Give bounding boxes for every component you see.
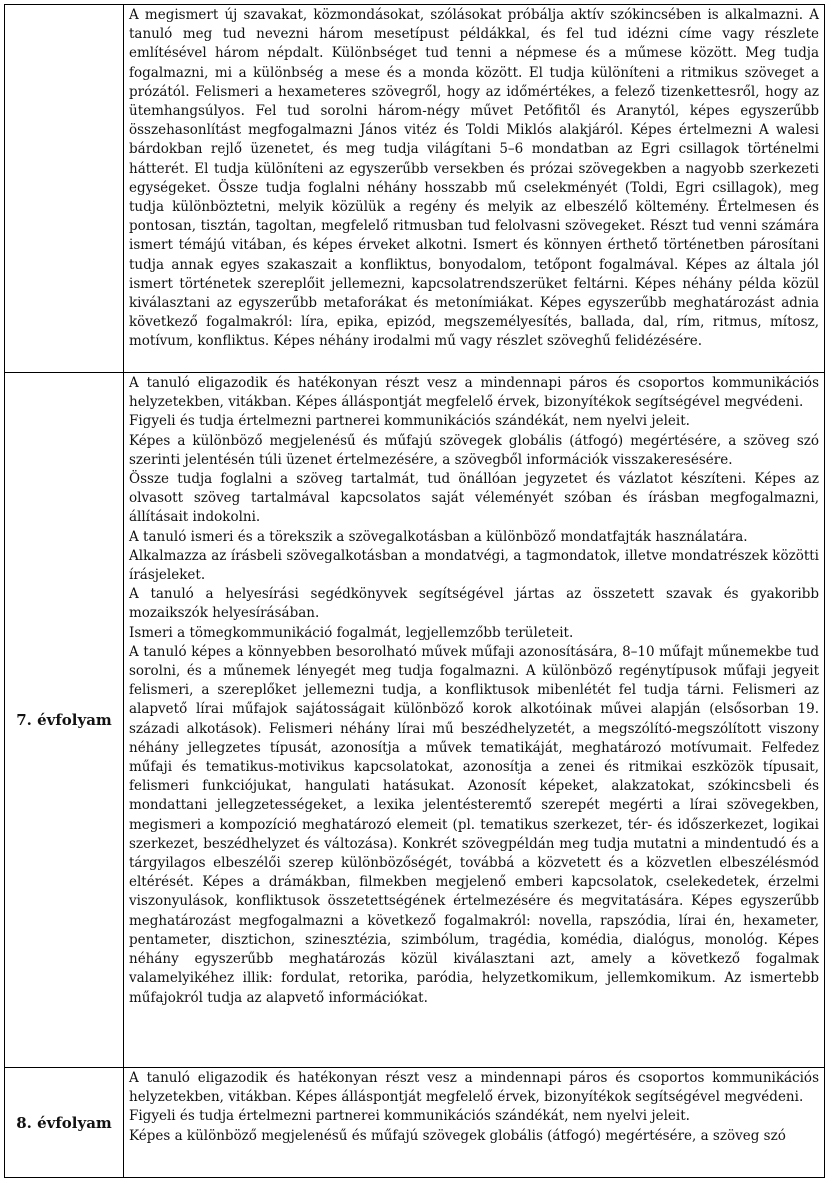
requirements-paragraph: A tanuló a helyesírási segédkönyvek segítségével jártas az összetett szavak és gyakoribb mozaikszók helyesírásában.	[129, 586, 819, 622]
requirements-paragraph: Alkalmazza az írásbeli szövegalkotásban a mondatvégi, a tagmondatok, illetve mondatrészek közötti írásjeleket.	[129, 547, 819, 584]
requirements-paragraph: A tanuló képes a könnyebben besorolható művek műfaji azonosítására, 8–10 műfajt műnemekbe tud sorolni, és a műnemek lényegét meg tudja fogalmazni. A különböző regénytípusok műfaji jegyeit felismeri, a szereplőket jellemezni tudja, a konfliktusok mibenlétét fel tudja tárni. Felismeri az alapvető lírai műfajok sajátosságait különböző korok alkotóinak művei alapján (elsősorban 19. századi alkotások). Felismeri néhány lírai mű beszédhelyzetét, a megszólító-megszólított viszony néhány jellegzetes típusát, azonosítja a művek tematikáját, meghatározó motívumait. Felfedez műfaji és tematikus-motivikus kapcsolatokat, azonosítja a zenei és ritmikai eszközök típusait, felismeri funkciójukat, hangulati hatásukat. Azonosít képeket, alakzatokat, szókincsbeli és mondattani jellegzetességeket, a lexika jelentésteremtő szerepét megérti a lírai szövegekben, megismeri a kompozíció meghatározó elemeit (pl. tematikus szerkezet, tér- és időszerkezet, logikai szerkezet, beszédhelyzet és változása). Konkrét szövegpéldán meg tudja mutatni a mindentudó és a tárgyilagos elbeszélői szerep különbözőségét, továbbá a közvetett és a közvetlen elbeszélésmód eltérését. Képes a drámákban, filmekben megjelenő emberi kapcsolatok, cselekedetek, érzelmi viszonyulások, konfliktusok összetettségének értelmezésére és megvitatására. Képes egyszerűbb meghatározást megfogalmazni a következő fogalmakról: novella, rapszódia, lírai én, hexameter, pentameter, disztichon, szinesztézia, szimbólum, tragédia, komédia, dialógus, monológ. Képes néhány egyszerűbb meghatározás közül kiválasztani azt, amely a következő fogalmak valamelyikéhez illik: fordulat, retorika, paródia, helyzetkomikum, jellemkomikum. Az ismertebb műfajokról tudja az alapvető információkat.	[129, 643, 819, 1006]
requirements-paragraph: Figyeli és tudja értelmezni partnerei kommunikációs szándékát, nem nyelvi jeleit.	[129, 413, 690, 430]
requirements-text-cell	[124, 1068, 825, 1178]
requirements-paragraph: A tanuló eligazodik és hatékonyan részt vesz a mindennapi páros és csoportos kommunikációs helyzetekben, vitákban. Képes álláspontját megfelelő érvek, bizonyítékok segítségével megvédeni.	[129, 375, 819, 411]
requirements-text-cell	[124, 5, 825, 373]
table-row	[5, 373, 825, 1068]
grade-label-cell: 7. évfolyam	[5, 373, 124, 1068]
table-row	[5, 1068, 825, 1178]
grade-label-cell	[5, 5, 124, 373]
requirements-paragraph: Figyeli és tudja értelmezni partnerei kommunikációs szándékát, nem nyelvi jeleit.	[129, 1108, 690, 1125]
requirements-paragraph: Képes a különböző megjelenésű és műfajú szövegek globális (átfogó) megértésére, a szöveg szó	[129, 1127, 786, 1144]
requirements-text-cell	[124, 373, 825, 1068]
requirements-paragraph: A megismert új szavakat, közmondásokat, szólásokat próbálja aktív szókincsében is alkalmazni. A tanuló meg tud nevezni három mesetípust példákkal, és fel tud idézni címe vagy részlete említésével három népdalt. Különbséget tud tenni a népmese és a műmese között. Meg tudja fogalmazni, mi a különbség a mese és a monda között. El tudja különíteni a ritmikus szöveget a prózától. Felismeri a hexameteres szövegről, hogy az időmértékes, a felező tizenkettesről, hogy az ütemhangsúlyos. Fel tud sorolni három-négy művet Petőfitől és Aranytól, képes egyszerűbb összehasonlítást megfogalmazni János vitéz és Toldi Miklós alakjáról. Képes értelmezni A walesi bárdokban rejlő üzenetet, és meg tudja világítani 5–6 mondatban az Egri csillagok történelmi hátterét. El tudja különíteni az egyszerűbb versekben és prózai szövegekben a nagyobb szerkezeti egységeket. Össze tudja foglalni néhány hosszabb mű cselekményét (Toldi, Egri csillagok), meg tudja különböztetni, melyik közülük a regény és melyik az elbeszélő költemény. Értelmesen és pontosan, tisztán, tagoltan, megfelelő ritmusban tud felolvasni szövegeket. Részt tud venni számára ismert témájú vitában, és képes érveket alkotni. Ismert és könnyen érthető történetben párosítani tudja annak egyes szakaszait a konfliktus, bonyodalom, tetőpont fogalmával. Képes az általa jól ismert történetek szereplőit jellemezni, kapcsolatrendszerüket feltárni. Képes néhány példa közül kiválasztani az egyszerűbb metaforákat és metonímiákat. Képes egyszerűbb meghatározást adnia következő fogalmakról: líra, epika, epizód, megszemélyesítés, ballada, dal, rím, ritmus, mítosz, motívum, konfliktus. Képes néhány irodalmi mű vagy részlet szöveghű felidézésére.	[129, 7, 819, 350]
requirements-paragraph: Képes a különböző megjelenésű és műfajú szövegek globális (átfogó) megértésére, a szöveg szó szerinti jelentésén túli üzenet értelmezésére, a szövegből információk visszakeresésére.	[129, 432, 819, 468]
requirements-paragraph: Össze tudja foglalni a szöveg tartalmát, tud önállóan jegyzetet és vázlatot készíteni. Képes az olvasott szöveg tartalmával kapcsolatos saját véleményét szóban és írásban megfogalmazni, állításait indokolni.	[129, 471, 819, 526]
requirements-paragraph: A tanuló ismeri és a törekszik a szövegalkotásban a különböző mondatfajták használatára.	[129, 528, 748, 545]
grade-label-cell: 8. évfolyam	[5, 1068, 124, 1178]
curriculum-table	[4, 4, 825, 1178]
requirements-paragraph: Ismeri a tömegkommunikáció fogalmát, legjellemzőbb területeit.	[129, 624, 574, 641]
requirements-paragraph: A tanuló eligazodik és hatékonyan részt vesz a mindennapi páros és csoportos kommunikációs helyzetekben, vitákban. Képes álláspontját megfelelő érvek, bizonyítékok segítségével megvédeni.	[129, 1070, 819, 1106]
table-row	[5, 5, 825, 373]
